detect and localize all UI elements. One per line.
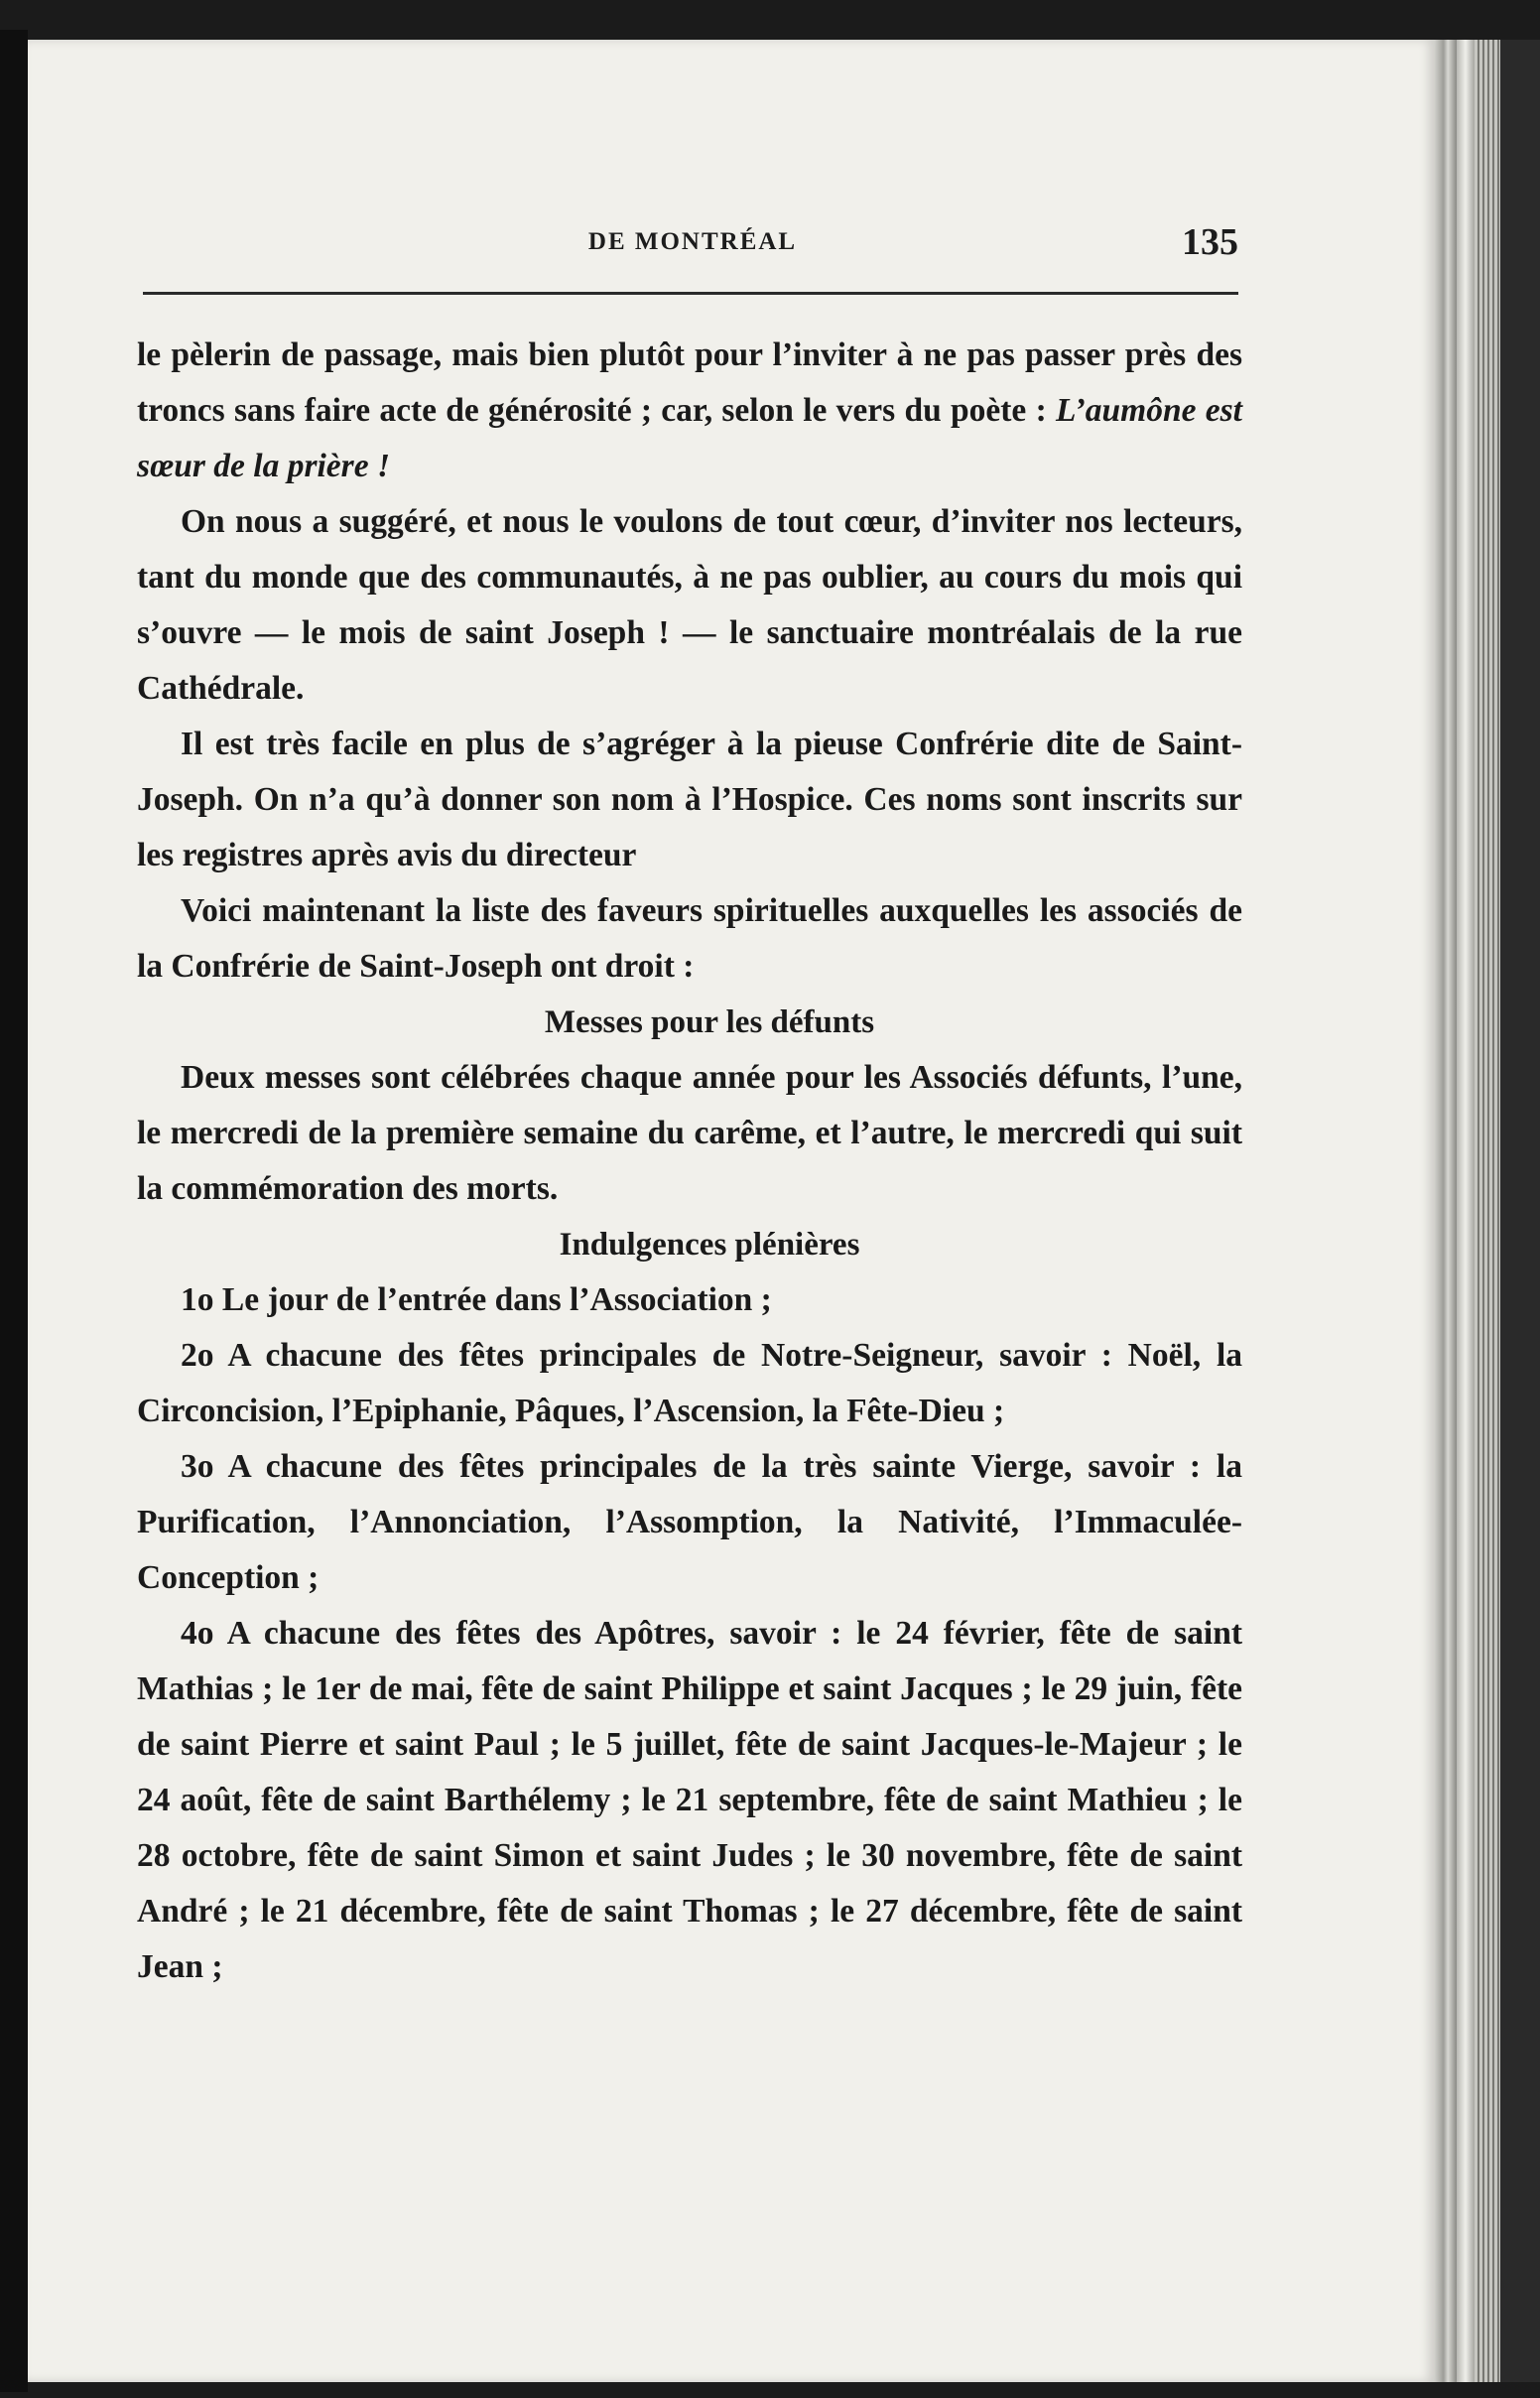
list-item: 3o A chacune des fêtes principales de la très sainte Vierge, savoir : la Purification, l’Annonciation, l’Assomption, la Nativité, l’Immaculée-Conception ; bbox=[137, 1448, 1242, 1596]
page-body bbox=[137, 328, 1242, 1995]
page-edge bbox=[1435, 40, 1457, 2382]
paragraph: Voici maintenant la liste des faveurs spirituelles auxquelles les associés de la Confrérie de Saint-Joseph ont droit : bbox=[137, 892, 1242, 985]
page-edge bbox=[1457, 40, 1475, 2382]
running-title: DE MONTRÉAL bbox=[587, 228, 798, 255]
left-scan-border bbox=[0, 30, 28, 2392]
section-heading: Messes pour les défunts bbox=[544, 1004, 875, 1040]
paragraph: On nous a suggéré, et nous le voulons de tout cœur, d’inviter nos lecteurs, tant du monde que des communautés, à ne pas oublier, au cours du mois qui s’ouvre — le mois de saint Joseph ! — le sanctuaire montréalais de la rue Cathédrale. bbox=[137, 503, 1242, 707]
list-item: 2o A chacune des fêtes principales de Notre-Seigneur, savoir : Noël, la Circoncision, l’Epiphanie, Pâques, l’Ascension, la Fête-Dieu ; bbox=[137, 1337, 1242, 1429]
section-heading: Indulgences plénières bbox=[559, 1227, 860, 1263]
book-cover-edge bbox=[1500, 40, 1540, 2382]
list-item: 4o A chacune des fêtes des Apôtres, savoir : le 24 février, fête de saint Mathias ; le 1er de mai, fête de saint Philippe et saint Jacques ; le 29 juin, fête de saint Pierre et saint Paul ; le 5 juillet, fête de saint Jacques-le-Majeur ; le 24 août, fête de saint Barthélemy ; le 21 septembre, fête de saint Mathieu ; le 28 octobre, fête de saint Simon et saint Judes ; le 30 novembre, fête de saint André ; le 21 décembre, fête de saint Thomas ; le 27 décembre, fête de saint Jean ; bbox=[137, 1615, 1242, 1985]
paragraph: Il est très facile en plus de s’agréger à la pieuse Confrérie dite de Saint-Joseph. On n’a qu’à donner son nom à l’Hospice. Ces noms sont inscrits sur les registres après avis du directeur bbox=[137, 726, 1242, 873]
paragraph: Deux messes sont célébrées chaque année pour les Associés défunts, l’une, le mercredi de la première semaine du carême, et l’autre, le mercredi qui suit la commémoration des morts. bbox=[137, 1059, 1242, 1207]
page-stack bbox=[1475, 40, 1500, 2382]
list-item: 1o Le jour de l’entrée dans l’Association ; bbox=[181, 1281, 772, 1318]
paragraph-text: le pèlerin de passage, mais bien plutôt pour l’inviter à ne pas passer près des troncs sans faire acte de générosité ; car, selon le vers du poète : bbox=[137, 336, 1242, 429]
page-header bbox=[147, 220, 1238, 263]
quote: L’aumône est sœur de la prière ! bbox=[137, 392, 1242, 484]
header-rule bbox=[143, 292, 1238, 295]
page-number: 135 bbox=[1182, 221, 1238, 263]
paragraph bbox=[137, 328, 1242, 494]
